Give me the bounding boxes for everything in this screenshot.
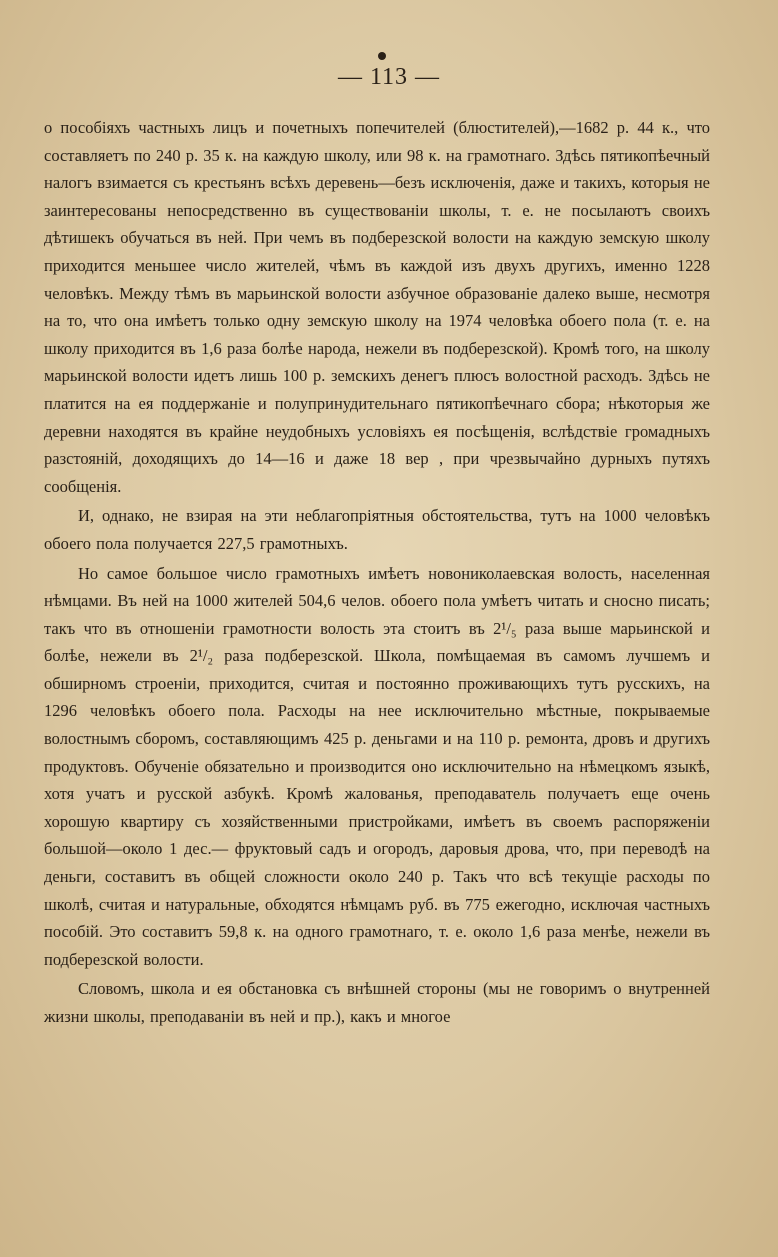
paragraph-3: Но самое большое число грамотныхъ имѣетъ новониколаевская волость, населенная нѣмцами. Въ ней на 1000 жителей 504,6 челов. обоего пола умѣетъ читать и сносно писать; такъ что въ отношеніи грамотности волость эта стоитъ въ 2¹/₅ раза выше марьинской и болѣе, нежели въ 2¹/₂ раза подберезской. Школа, помѣщаемая въ самомъ лучшемъ и обширномъ строеніи, приходится, считая и постоянно проживающихъ тутъ русскихъ, на 1296 человѣкъ обоего пола. Расходы на нее исключительно мѣстные, покрываемые волостнымъ сборомъ, составляющимъ 425 р. деньгами и на 110 р. ремонта, дровъ и другихъ продуктовъ. Обученіе обязательно и производится оно исключительно на нѣмецкомъ языкѣ, хотя учатъ и русской азбукѣ. Кромѣ жалованья, преподаватель получаетъ еще очень хорошую квартиру съ хозяйственными пристройками, имѣетъ въ своемъ распоряженіи большой—около 1 дес.— фруктовый садъ и огородъ, даровыя дрова, что, при переводѣ на деньги, составитъ въ общей сложности около 240 р. Такъ что всѣ текущіе расходы по школѣ, считая и натуральные, обходятся нѣмцамъ руб. въ 775 ежегодно, исключая частныхъ пособій. Это составитъ 59,8 к. на одного грамотнаго, т. е. около 1,6 раза менѣе, нежели въ подберезской волости. <box>44 563 710 969</box>
ink-dot <box>378 52 386 60</box>
body-text <box>44 114 710 1031</box>
paragraph-2: И, однако, не взирая на эти неблагопріятныя обстоятельства, тутъ на 1000 человѣкъ обоего пола получается 227,5 грамотныхъ. <box>44 506 710 553</box>
paragraph-1: о пособіяхъ частныхъ лицъ и почетныхъ попечителей (блюстителей),—1682 р. 44 к., что составляетъ по 240 р. 35 к. на каждую школу, или 98 к. на грамотнаго. Здѣсь пятикопѣечный налогъ взимается съ крестьянъ всѣхъ деревень—безъ исключенія, даже и такихъ, которыя не заинтересованы непосредственно въ существованіи школы, т. е. не посылаютъ своихъ дѣтишекъ обучаться въ ней. При чемъ въ подберезской волости на каждую земскую школу приходится меньшее число жителей, чѣмъ въ каждой изъ двухъ другихъ, именно 1228 человѣкъ. Между тѣмъ въ марьинской волости азбучное образованіе далеко выше, несмотря на то, что она имѣетъ только одну земскую школу на 1974 человѣка обоего пола (т. е. на школу приходится въ 1,6 раза болѣе народа, нежели въ подберезской). Кромѣ того, на школу марьинской волости идетъ лишь 100 р. земскихъ денегъ плюсъ волостной расходъ. Здѣсь не платится на ея поддержаніе и полупринудительнаго пятикопѣечнаго сбора; нѣкоторыя же деревни находятся въ крайне неудобныхъ условіяхъ ея посѣщенія, вслѣдствіе громадныхъ разстояній, доходящихъ до 14—16 и даже 18 вер , при чрезвычайно дурныхъ путяхъ сообщенія. <box>44 118 711 496</box>
paragraph-4: Словомъ, школа и ея обстановка съ внѣшней стороны (мы не говоримъ о внутренней жизни школы, преподаваніи въ ней и пр.), какъ и многое <box>44 979 710 1026</box>
page-number: — 113 — <box>337 64 441 90</box>
